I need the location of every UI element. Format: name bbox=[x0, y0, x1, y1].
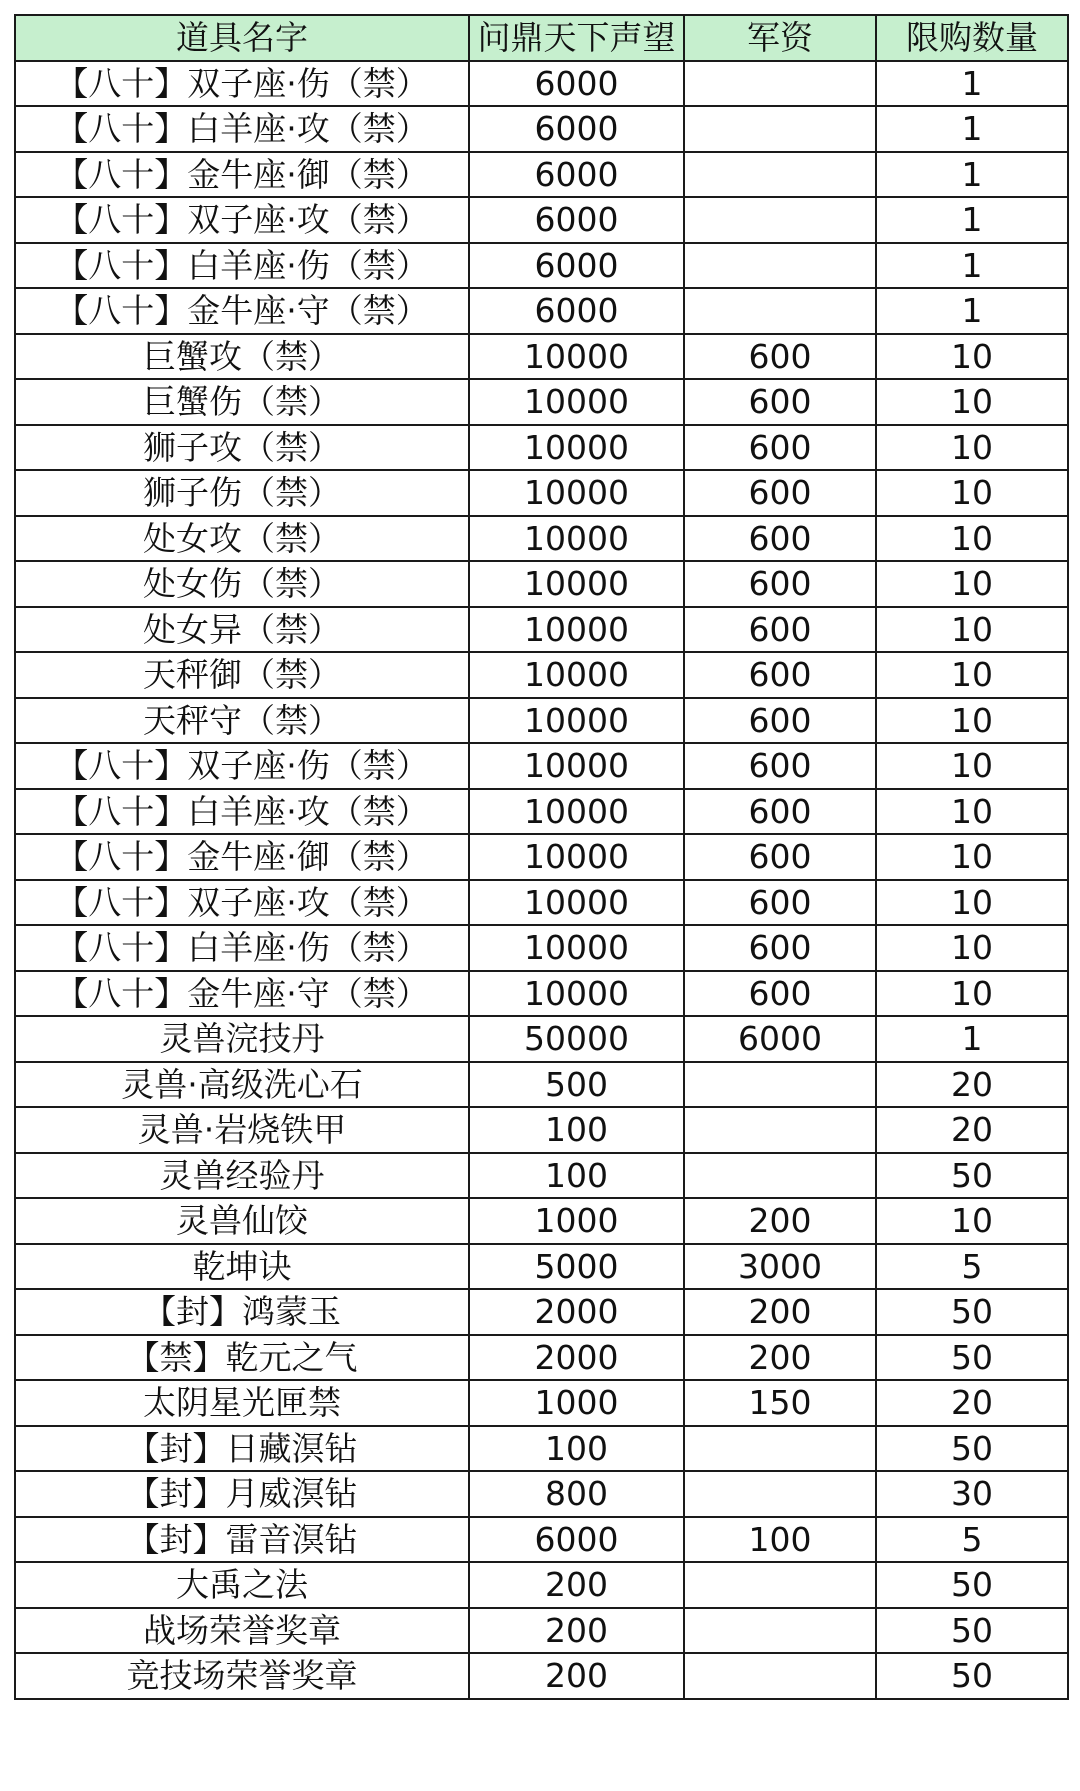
cell-purchase-limit: 1 bbox=[876, 1016, 1068, 1062]
table-row bbox=[15, 607, 1068, 653]
cell-item-name: 处女伤（禁） bbox=[15, 561, 469, 607]
cell-item-name: 【八十】白羊座·攻（禁） bbox=[15, 106, 469, 152]
cell-reputation: 50000 bbox=[469, 1016, 684, 1062]
table-row bbox=[15, 1198, 1068, 1244]
table-body bbox=[15, 61, 1068, 1699]
header-row bbox=[15, 15, 1068, 61]
cell-item-name: 【封】月威溟钻 bbox=[15, 1471, 469, 1517]
cell-item-name: 处女攻（禁） bbox=[15, 516, 469, 562]
cell-purchase-limit: 1 bbox=[876, 61, 1068, 107]
cell-reputation: 10000 bbox=[469, 880, 684, 926]
cell-military-funds bbox=[684, 243, 876, 289]
table-row bbox=[15, 925, 1068, 971]
cell-reputation: 10000 bbox=[469, 561, 684, 607]
cell-item-name: 【八十】金牛座·守（禁） bbox=[15, 288, 469, 334]
table-header bbox=[15, 15, 1068, 61]
cell-military-funds bbox=[684, 61, 876, 107]
cell-item-name: 【八十】金牛座·守（禁） bbox=[15, 971, 469, 1017]
cell-military-funds bbox=[684, 288, 876, 334]
table-row bbox=[15, 1289, 1068, 1335]
cell-military-funds: 600 bbox=[684, 334, 876, 380]
table-row bbox=[15, 288, 1068, 334]
cell-military-funds bbox=[684, 197, 876, 243]
cell-item-name: 太阴星光匣禁 bbox=[15, 1380, 469, 1426]
cell-reputation: 5000 bbox=[469, 1244, 684, 1290]
cell-item-name: 大禹之法 bbox=[15, 1562, 469, 1608]
cell-reputation: 10000 bbox=[469, 971, 684, 1017]
cell-military-funds: 200 bbox=[684, 1289, 876, 1335]
cell-military-funds: 600 bbox=[684, 880, 876, 926]
header-purchase-limit: 限购数量 bbox=[876, 15, 1068, 61]
table-row bbox=[15, 1107, 1068, 1153]
cell-reputation: 10000 bbox=[469, 379, 684, 425]
cell-purchase-limit: 10 bbox=[876, 971, 1068, 1017]
table-row bbox=[15, 1653, 1068, 1699]
cell-item-name: 乾坤诀 bbox=[15, 1244, 469, 1290]
table-row bbox=[15, 1016, 1068, 1062]
cell-purchase-limit: 50 bbox=[876, 1153, 1068, 1199]
cell-reputation: 6000 bbox=[469, 106, 684, 152]
cell-purchase-limit: 10 bbox=[876, 334, 1068, 380]
cell-reputation: 100 bbox=[469, 1107, 684, 1153]
cell-purchase-limit: 50 bbox=[876, 1562, 1068, 1608]
header-item-name: 道具名字 bbox=[15, 15, 469, 61]
cell-reputation: 6000 bbox=[469, 243, 684, 289]
cell-purchase-limit: 10 bbox=[876, 789, 1068, 835]
table-row bbox=[15, 1335, 1068, 1381]
cell-reputation: 10000 bbox=[469, 834, 684, 880]
table-row bbox=[15, 1608, 1068, 1654]
cell-purchase-limit: 1 bbox=[876, 152, 1068, 198]
cell-reputation: 500 bbox=[469, 1062, 684, 1108]
table-row bbox=[15, 243, 1068, 289]
cell-military-funds: 600 bbox=[684, 425, 876, 471]
table-row bbox=[15, 197, 1068, 243]
cell-item-name: 天秤御（禁） bbox=[15, 652, 469, 698]
cell-item-name: 【八十】金牛座·御（禁） bbox=[15, 834, 469, 880]
cell-item-name: 【封】鸿蒙玉 bbox=[15, 1289, 469, 1335]
cell-military-funds: 6000 bbox=[684, 1016, 876, 1062]
header-military-funds: 军资 bbox=[684, 15, 876, 61]
cell-military-funds: 200 bbox=[684, 1198, 876, 1244]
cell-reputation: 10000 bbox=[469, 425, 684, 471]
cell-purchase-limit: 50 bbox=[876, 1608, 1068, 1654]
cell-military-funds: 600 bbox=[684, 379, 876, 425]
cell-reputation: 200 bbox=[469, 1562, 684, 1608]
cell-item-name: 巨蟹伤（禁） bbox=[15, 379, 469, 425]
cell-military-funds: 600 bbox=[684, 789, 876, 835]
cell-item-name: 【八十】双子座·伤（禁） bbox=[15, 61, 469, 107]
cell-reputation: 10000 bbox=[469, 516, 684, 562]
cell-military-funds: 600 bbox=[684, 516, 876, 562]
table-row bbox=[15, 1517, 1068, 1563]
cell-item-name: 【八十】金牛座·御（禁） bbox=[15, 152, 469, 198]
cell-purchase-limit: 10 bbox=[876, 425, 1068, 471]
cell-purchase-limit: 10 bbox=[876, 743, 1068, 789]
cell-reputation: 200 bbox=[469, 1653, 684, 1699]
cell-item-name: 狮子伤（禁） bbox=[15, 470, 469, 516]
cell-purchase-limit: 10 bbox=[876, 1198, 1068, 1244]
cell-purchase-limit: 10 bbox=[876, 516, 1068, 562]
cell-item-name: 【八十】双子座·攻（禁） bbox=[15, 197, 469, 243]
cell-reputation: 800 bbox=[469, 1471, 684, 1517]
cell-military-funds: 600 bbox=[684, 925, 876, 971]
cell-item-name: 巨蟹攻（禁） bbox=[15, 334, 469, 380]
cell-military-funds bbox=[684, 1107, 876, 1153]
cell-item-name: 天秤守（禁） bbox=[15, 698, 469, 744]
table-row bbox=[15, 1062, 1068, 1108]
cell-military-funds bbox=[684, 1471, 876, 1517]
cell-military-funds bbox=[684, 152, 876, 198]
table-row bbox=[15, 834, 1068, 880]
table-row bbox=[15, 1153, 1068, 1199]
cell-military-funds: 600 bbox=[684, 971, 876, 1017]
table-row bbox=[15, 425, 1068, 471]
cell-military-funds: 600 bbox=[684, 470, 876, 516]
cell-purchase-limit: 10 bbox=[876, 470, 1068, 516]
cell-military-funds: 600 bbox=[684, 652, 876, 698]
cell-reputation: 10000 bbox=[469, 698, 684, 744]
cell-purchase-limit: 10 bbox=[876, 379, 1068, 425]
table-row bbox=[15, 1380, 1068, 1426]
cell-reputation: 10000 bbox=[469, 743, 684, 789]
cell-reputation: 6000 bbox=[469, 1517, 684, 1563]
cell-item-name: 狮子攻（禁） bbox=[15, 425, 469, 471]
cell-military-funds bbox=[684, 1426, 876, 1472]
cell-military-funds bbox=[684, 1062, 876, 1108]
cell-military-funds: 3000 bbox=[684, 1244, 876, 1290]
cell-reputation: 10000 bbox=[469, 652, 684, 698]
cell-item-name: 处女异（禁） bbox=[15, 607, 469, 653]
cell-item-name: 【八十】白羊座·伤（禁） bbox=[15, 243, 469, 289]
cell-purchase-limit: 5 bbox=[876, 1517, 1068, 1563]
cell-military-funds bbox=[684, 1562, 876, 1608]
cell-purchase-limit: 10 bbox=[876, 561, 1068, 607]
cell-reputation: 6000 bbox=[469, 61, 684, 107]
cell-item-name: 灵兽·岩烧铁甲 bbox=[15, 1107, 469, 1153]
cell-purchase-limit: 1 bbox=[876, 106, 1068, 152]
table-row bbox=[15, 789, 1068, 835]
table-row bbox=[15, 743, 1068, 789]
cell-military-funds: 200 bbox=[684, 1335, 876, 1381]
header-reputation: 问鼎天下声望 bbox=[469, 15, 684, 61]
cell-purchase-limit: 1 bbox=[876, 197, 1068, 243]
cell-item-name: 灵兽·高级洗心石 bbox=[15, 1062, 469, 1108]
cell-purchase-limit: 30 bbox=[876, 1471, 1068, 1517]
cell-item-name: 灵兽浣技丹 bbox=[15, 1016, 469, 1062]
table-row bbox=[15, 516, 1068, 562]
table-row bbox=[15, 152, 1068, 198]
cell-reputation: 100 bbox=[469, 1426, 684, 1472]
cell-military-funds bbox=[684, 106, 876, 152]
cell-reputation: 10000 bbox=[469, 334, 684, 380]
cell-military-funds bbox=[684, 1653, 876, 1699]
cell-purchase-limit: 10 bbox=[876, 925, 1068, 971]
table-row bbox=[15, 1471, 1068, 1517]
cell-purchase-limit: 10 bbox=[876, 652, 1068, 698]
cell-reputation: 10000 bbox=[469, 925, 684, 971]
table-row bbox=[15, 61, 1068, 107]
cell-military-funds: 100 bbox=[684, 1517, 876, 1563]
cell-purchase-limit: 20 bbox=[876, 1380, 1068, 1426]
cell-military-funds: 150 bbox=[684, 1380, 876, 1426]
table-row bbox=[15, 1244, 1068, 1290]
cell-reputation: 100 bbox=[469, 1153, 684, 1199]
table-row bbox=[15, 379, 1068, 425]
table-row bbox=[15, 1562, 1068, 1608]
cell-item-name: 战场荣誉奖章 bbox=[15, 1608, 469, 1654]
cell-military-funds: 600 bbox=[684, 698, 876, 744]
cell-reputation: 10000 bbox=[469, 607, 684, 653]
cell-military-funds bbox=[684, 1608, 876, 1654]
cell-purchase-limit: 10 bbox=[876, 607, 1068, 653]
item-price-table bbox=[14, 14, 1069, 1700]
table-row bbox=[15, 652, 1068, 698]
table-row bbox=[15, 561, 1068, 607]
cell-purchase-limit: 50 bbox=[876, 1653, 1068, 1699]
cell-item-name: 灵兽经验丹 bbox=[15, 1153, 469, 1199]
cell-reputation: 6000 bbox=[469, 152, 684, 198]
table-row bbox=[15, 971, 1068, 1017]
cell-purchase-limit: 1 bbox=[876, 288, 1068, 334]
cell-reputation: 2000 bbox=[469, 1335, 684, 1381]
cell-military-funds: 600 bbox=[684, 834, 876, 880]
cell-reputation: 1000 bbox=[469, 1198, 684, 1244]
cell-item-name: 【八十】白羊座·伤（禁） bbox=[15, 925, 469, 971]
cell-item-name: 竞技场荣誉奖章 bbox=[15, 1653, 469, 1699]
cell-purchase-limit: 20 bbox=[876, 1107, 1068, 1153]
cell-purchase-limit: 10 bbox=[876, 880, 1068, 926]
cell-purchase-limit: 50 bbox=[876, 1335, 1068, 1381]
cell-reputation: 6000 bbox=[469, 197, 684, 243]
cell-military-funds: 600 bbox=[684, 607, 876, 653]
cell-reputation: 10000 bbox=[469, 789, 684, 835]
cell-purchase-limit: 5 bbox=[876, 1244, 1068, 1290]
cell-reputation: 10000 bbox=[469, 470, 684, 516]
table-row bbox=[15, 880, 1068, 926]
cell-item-name: 【八十】双子座·伤（禁） bbox=[15, 743, 469, 789]
table-row bbox=[15, 470, 1068, 516]
cell-military-funds: 600 bbox=[684, 743, 876, 789]
cell-purchase-limit: 50 bbox=[876, 1426, 1068, 1472]
item-price-sheet bbox=[14, 14, 1067, 1700]
cell-reputation: 200 bbox=[469, 1608, 684, 1654]
cell-item-name: 【封】雷音溟钻 bbox=[15, 1517, 469, 1563]
cell-reputation: 2000 bbox=[469, 1289, 684, 1335]
table-row bbox=[15, 334, 1068, 380]
cell-item-name: 【禁】乾元之气 bbox=[15, 1335, 469, 1381]
cell-purchase-limit: 20 bbox=[876, 1062, 1068, 1108]
cell-item-name: 【封】日藏溟钻 bbox=[15, 1426, 469, 1472]
cell-item-name: 【八十】双子座·攻（禁） bbox=[15, 880, 469, 926]
cell-item-name: 灵兽仙饺 bbox=[15, 1198, 469, 1244]
table-row bbox=[15, 698, 1068, 744]
cell-military-funds bbox=[684, 1153, 876, 1199]
cell-military-funds: 600 bbox=[684, 561, 876, 607]
cell-purchase-limit: 10 bbox=[876, 834, 1068, 880]
table-row bbox=[15, 1426, 1068, 1472]
cell-purchase-limit: 10 bbox=[876, 698, 1068, 744]
cell-purchase-limit: 50 bbox=[876, 1289, 1068, 1335]
cell-purchase-limit: 1 bbox=[876, 243, 1068, 289]
table-row bbox=[15, 106, 1068, 152]
cell-item-name: 【八十】白羊座·攻（禁） bbox=[15, 789, 469, 835]
cell-reputation: 6000 bbox=[469, 288, 684, 334]
cell-reputation: 1000 bbox=[469, 1380, 684, 1426]
